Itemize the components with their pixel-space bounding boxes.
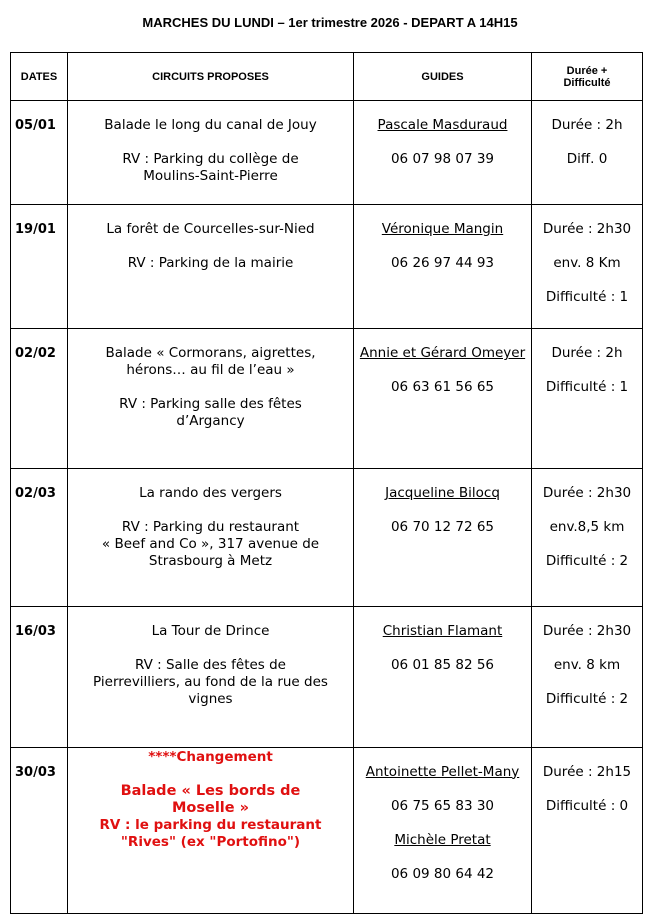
circuit-cell [68, 101, 354, 205]
guide-phone: 06 70 12 72 65 [390, 519, 495, 536]
distance-value: env. 8 Km [553, 255, 621, 272]
header-row [11, 53, 643, 101]
change-notice: ****Changement [148, 748, 273, 765]
circuit-cell [68, 747, 354, 913]
header-duree [532, 53, 643, 101]
guide-phone: 06 63 61 56 65 [390, 379, 495, 396]
guide-name: Michèle Pretat [394, 831, 491, 848]
duree-cell [532, 607, 643, 747]
rv-line: RV : Parking du collège de [122, 151, 299, 168]
guide-phone: 06 75 65 83 30 [390, 797, 495, 814]
circuit-name: hérons… au fil de l’eau » [126, 362, 295, 379]
duree-value: Durée : 2h15 [542, 763, 632, 780]
rv-line: "Rives" (ex "Portofino") [120, 833, 301, 850]
rv-line: RV : Parking salle des fêtes [119, 396, 302, 413]
schedule-table [10, 52, 643, 914]
guide-phone: 06 09 80 64 42 [390, 865, 495, 882]
duree-cell [532, 469, 643, 607]
circuit-cell [68, 205, 354, 329]
circuit-cell [68, 607, 354, 747]
date-cell: 05/01 [11, 101, 68, 205]
guide-name: Véronique Mangin [381, 221, 504, 238]
table-row [11, 101, 643, 205]
guide-cell [354, 607, 532, 747]
distance-value: env.8,5 km [549, 519, 625, 536]
circuit-name: Balade « Les bords de [120, 782, 301, 799]
header-circuits: CIRCUITS PROPOSES [68, 53, 354, 101]
guide-phone: 06 26 97 44 93 [390, 255, 495, 272]
difficulty-value: Difficulté : 0 [545, 797, 629, 814]
date-cell: 16/03 [11, 607, 68, 747]
rv-line: RV : Salle des fêtes de [134, 657, 286, 674]
rv-line: RV : Parking du restaurant [121, 519, 300, 536]
header-duree-line1: Durée + [566, 64, 608, 77]
guide-cell [354, 205, 532, 329]
circuit-name: La forêt de Courcelles-sur-Nied [106, 221, 315, 238]
guide-cell [354, 469, 532, 607]
duree-value: Durée : 2h30 [542, 623, 632, 640]
date-cell: 02/02 [11, 329, 68, 469]
guide-cell [354, 329, 532, 469]
rv-line: Pierrevilliers, au fond de la rue des [93, 674, 328, 691]
duree-cell [532, 747, 643, 913]
rv-line: Moulins-Saint-Pierre [143, 168, 278, 185]
rv-line: « Beef and Co », 317 avenue de [101, 536, 320, 553]
duree-value: Durée : 2h30 [542, 485, 632, 502]
guide-name: Pascale Masduraud [377, 117, 508, 134]
rv-line: d’Argancy [176, 413, 245, 430]
difficulty-value: Diff. 0 [566, 151, 608, 168]
duree-value: Durée : 2h [551, 117, 623, 134]
guide-cell [354, 101, 532, 205]
difficulty-value: Difficulté : 1 [545, 289, 629, 306]
rv-line: vignes [188, 691, 233, 708]
date-cell: 02/03 [11, 469, 68, 607]
table-row [11, 205, 643, 329]
circuit-cell [68, 329, 354, 469]
difficulty-value: Difficulté : 2 [545, 553, 629, 570]
header-duree-line2: Difficulté [563, 76, 611, 89]
guide-name: Annie et Gérard Omeyer [359, 345, 526, 362]
circuit-name: La Tour de Drince [151, 623, 270, 640]
difficulty-value: Difficulté : 2 [545, 691, 629, 708]
rv-line: Strasbourg à Metz [148, 553, 273, 570]
duree-cell [532, 329, 643, 469]
duree-value: Durée : 2h [551, 345, 623, 362]
duree-cell [532, 101, 643, 205]
circuit-name: Balade le long du canal de Jouy [104, 117, 317, 134]
header-guides: GUIDES [354, 53, 532, 101]
date-cell: 30/03 [11, 747, 68, 913]
guide-phone: 06 07 98 07 39 [390, 151, 495, 168]
table-row [11, 469, 643, 607]
guide-cell [354, 747, 532, 913]
distance-value: env. 8 km [553, 657, 621, 674]
circuit-name: Balade « Cormorans, aigrettes, [105, 345, 316, 362]
table-row [11, 607, 643, 747]
table-row [11, 329, 643, 469]
circuit-name: Moselle » [171, 799, 250, 816]
guide-name: Christian Flamant [382, 623, 503, 640]
circuit-name: La rando des vergers [139, 485, 282, 502]
duree-cell [532, 205, 643, 329]
guide-phone: 06 01 85 82 56 [390, 657, 495, 674]
page-title: MARCHES DU LUNDI – 1er trimestre 2026 - DEPART A 14H15 [142, 15, 518, 30]
header-dates: DATES [11, 53, 68, 101]
circuit-cell [68, 469, 354, 607]
guide-name: Jacqueline Bilocq [385, 485, 500, 502]
guide-name: Antoinette Pellet-Many [365, 763, 520, 780]
date-cell: 19/01 [11, 205, 68, 329]
rv-line: RV : le parking du restaurant [99, 816, 322, 833]
difficulty-value: Difficulté : 1 [545, 379, 629, 396]
table-row [11, 747, 643, 913]
duree-value: Durée : 2h30 [542, 221, 632, 238]
rv-line: RV : Parking de la mairie [127, 255, 294, 272]
